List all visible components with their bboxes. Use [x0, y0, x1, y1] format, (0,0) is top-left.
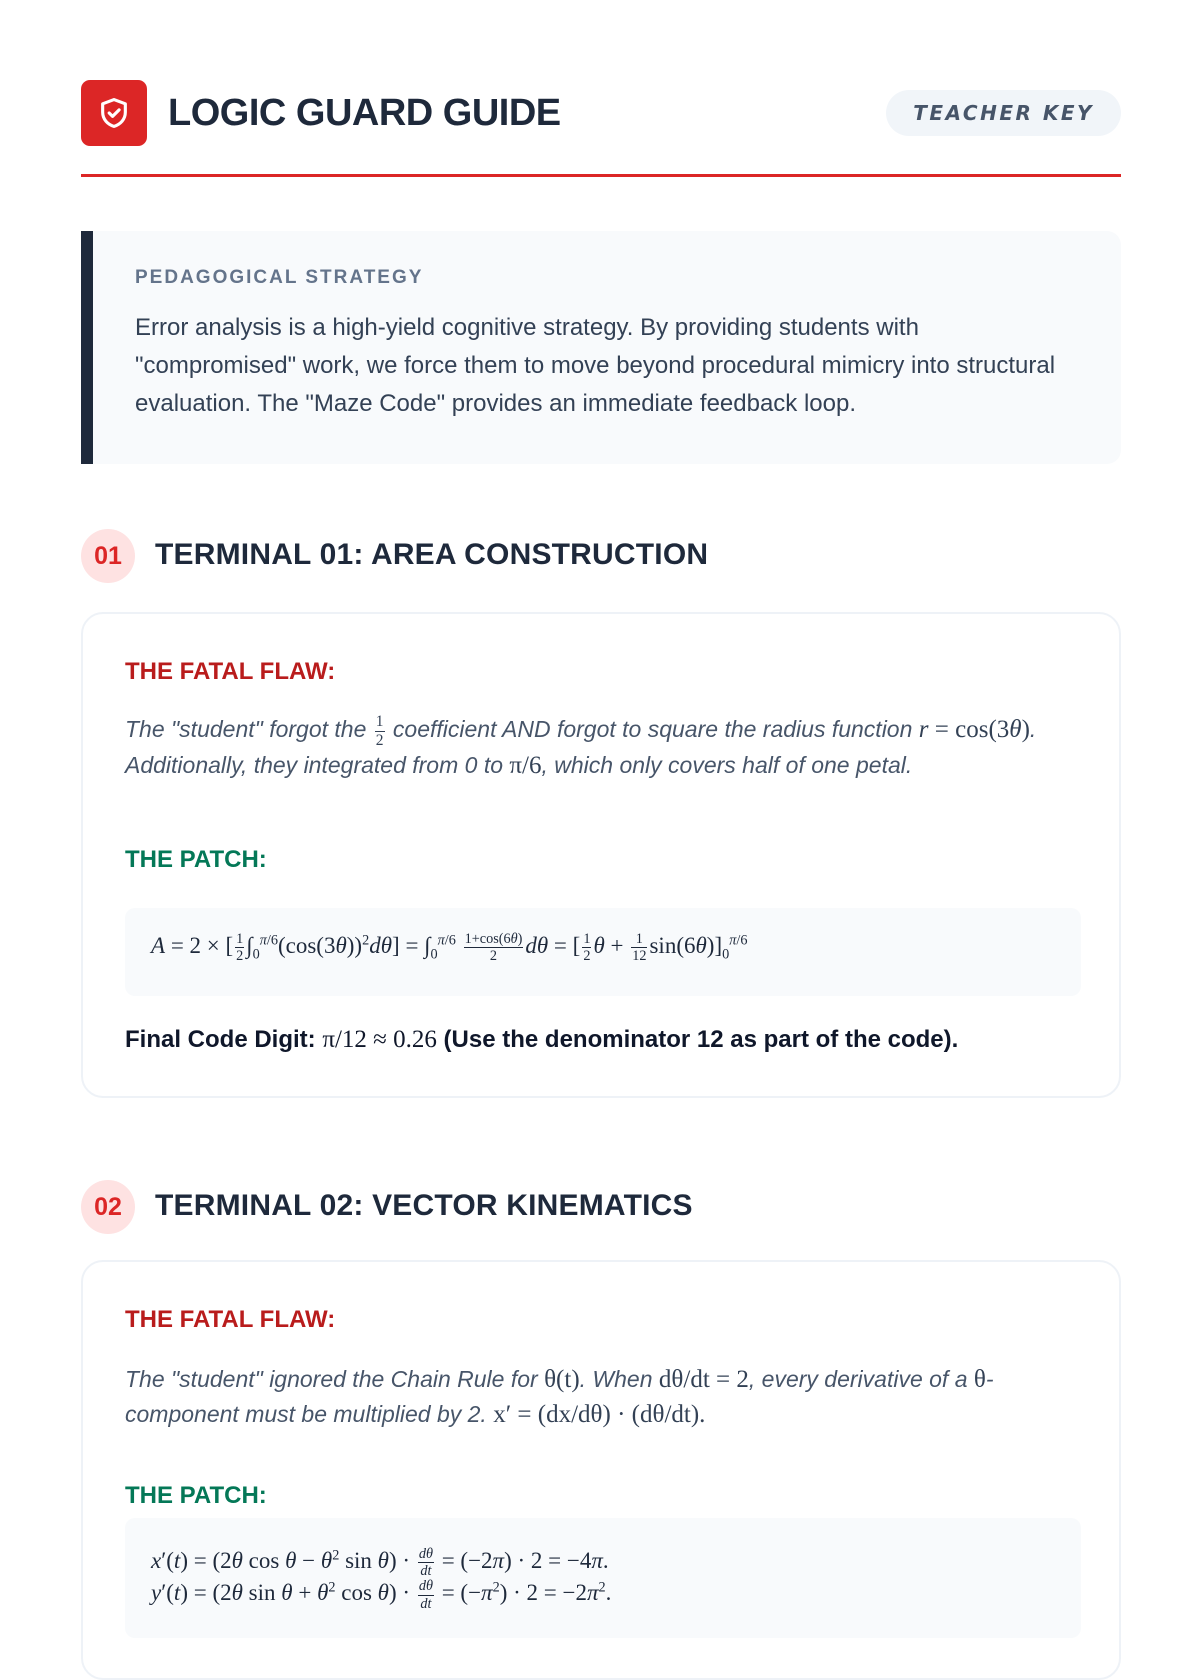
patch-equation-x: x′(t) = (2θ $\cos \theta - \theta^2$ sin θ) · $\frac{d\theta}{dt}$ = (−2π) · 2 = −4π. — [151, 1545, 609, 1580]
fatal-flaw-label: THE FATAL FLAW: — [125, 658, 336, 685]
patch-equation: A = 2 × [ $\frac{1}{2}$ $\int_0^{\pi/6}(\cos(3\theta))^2d\theta] = \int_0^{\pi/6}$ $\frac{1+\cos(6\theta)}{2}$ dθ = [ $\frac{1}{2}$ θ + $\frac{1}{12}$ $\sin(6\theta)]_0^{\pi/6}$ — [151, 931, 748, 965]
final-code-label: Final Code Digit: — [125, 1026, 316, 1053]
patch-label: THE PATCH: — [125, 846, 267, 873]
page-header — [81, 80, 1121, 148]
coefficient-math: $\frac{1}{2}$ — [375, 713, 384, 749]
rate-math: dθ/dt = 2 — [658, 1366, 749, 1393]
patch-label: THE PATCH: — [125, 1482, 267, 1509]
teacher-key-badge: TEACHER KEY — [886, 90, 1121, 136]
terminal-01-card — [81, 612, 1121, 1098]
shield-check-icon — [97, 96, 131, 130]
fatal-flaw-text — [125, 1362, 1085, 1432]
page-title: LOGIC GUARD GUIDE — [168, 92, 561, 134]
final-code-note: (Use the denominator 12 as part of the code). — [443, 1026, 959, 1053]
strategy-text: Error analysis is a high-yield cognitive strategy. By providing students with "compromised" work, we force them to move beyond procedural mimicry into structural evaluation. The "Maze Code" provides an immediate feedback loop. — [135, 314, 1056, 417]
final-code-math: π/12 ≈ 0.26 — [322, 1026, 437, 1053]
header-divider — [81, 174, 1121, 177]
patch-box — [125, 1518, 1081, 1638]
section-title: TERMINAL 01: AREA CONSTRUCTION — [155, 538, 709, 571]
flaw-text-part: , which only covers half of one petal. — [541, 752, 913, 779]
flaw-text-part: The "student" forgot the — [125, 716, 373, 742]
terminal-02-card — [81, 1260, 1121, 1680]
section-number-badge: 02 — [81, 1180, 135, 1234]
flaw-text-part: . Additionally, they integrated from 0 to — [125, 716, 1037, 779]
final-code-digit — [125, 1026, 958, 1054]
logo — [81, 80, 147, 146]
patch-box — [125, 908, 1081, 996]
bound-math: π/6 — [509, 752, 542, 780]
flaw-text-part: The "student" ignored the Chain Rule for — [125, 1366, 545, 1392]
fatal-flaw-text — [125, 712, 1085, 783]
patch-equation-y: y′(t) = (2θ $\sin \theta + \theta^2$ cos θ) · $\frac{d\theta}{dt}$ = $(-\pi^2) \cdot 2 = -2\pi^2$. — [151, 1578, 612, 1612]
section-number-badge: 01 — [81, 529, 135, 583]
section-title: TERMINAL 02: VECTOR KINEMATICS — [155, 1189, 693, 1222]
chain-rule-math: x′ = (dx/dθ) · (dθ/dt). — [493, 1401, 706, 1428]
flaw-text-part: -component must be multiplied by 2. — [125, 1366, 994, 1427]
strategy-label: PEDAGOGICAL STRATEGY — [135, 267, 424, 288]
flaw-text-part: . When — [579, 1366, 659, 1392]
fatal-flaw-label: THE FATAL FLAW: — [125, 1306, 336, 1333]
flaw-text-part: , every derivative of a — [748, 1366, 974, 1392]
radius-function-math: r = cos(3θ) — [918, 716, 1030, 743]
flaw-text-part: coefficient AND forgot to square the radius function — [386, 716, 919, 742]
theta-t-math: θ(t) — [544, 1366, 580, 1393]
strategy-callout — [81, 231, 1121, 464]
theta-math: θ — [973, 1366, 986, 1393]
